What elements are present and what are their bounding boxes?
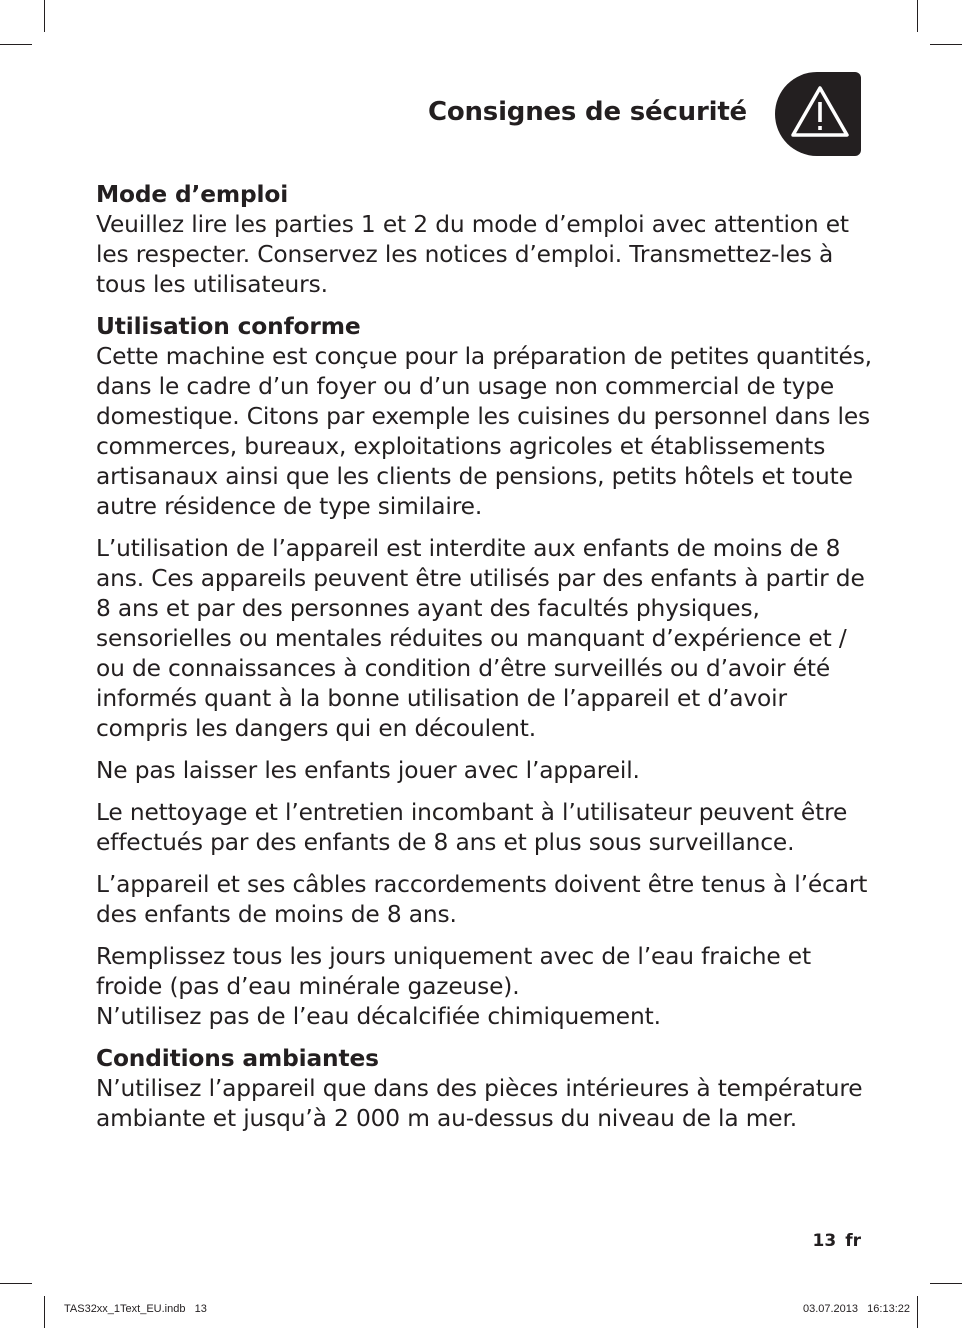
crop-mark-top-right xyxy=(917,0,918,32)
crop-mark-bottom-right xyxy=(930,1283,962,1284)
section-conditions xyxy=(96,1044,872,1134)
water-warning: N’utilisez pas de l’eau décalcifiée chimiquement. xyxy=(96,1003,661,1030)
crop-mark-bottom-left xyxy=(0,1283,32,1284)
crop-mark-top-right xyxy=(930,44,962,45)
paragraph-cleaning: Le nettoyage et l’entretien incombant à l’utilisateur peuvent être effectués par des enfants de 8 ans et plus sous surveillance. xyxy=(96,799,848,856)
file-slug: TAS32xx_1Text_EU.indb 13 xyxy=(64,1303,207,1315)
section-text: N’utilisez l’appareil que dans des pièces intérieures à température ambiante et jusqu’à 2 000 m au-dessus du niveau de la mer. xyxy=(96,1075,863,1132)
page-number xyxy=(813,1231,861,1251)
crop-mark-top-left xyxy=(0,44,32,45)
paragraph-children-usage: L’utilisation de l’appareil est interdite aux enfants de moins de 8 ans. Ces appareils peuvent être utilisés par des enfants à partir de 8 ans et par des personnes ayant des facultés physiques, sensorielles ou mentales réduites ou manquant d’expérience et / ou de connaissances à condition d’être surveillés ou d’avoir été informés quant à la bonne utilisation de l’appareil et d’avoir compris les dangers qui en découlent. xyxy=(96,535,865,742)
safety-instructions xyxy=(96,180,872,1146)
section-text: Cette machine est conçue pour la préparation de petites quantités, dans le cadre d’un foyer ou d’un usage non commercial de type domestique. Citons par exemple les cuisines du personnel dans les commerces, bureaux, exploitations agricoles et établissements artisanaux ainsi que les clients de pensions, petits hôtels et toute autre résidence de type similaire. xyxy=(96,343,872,520)
warning-tab xyxy=(775,72,861,156)
paragraph-cables: L’appareil et ses câbles raccordements doivent être tenus à l’écart des enfants de moins de 8 ans. xyxy=(96,871,868,928)
section-heading: Mode d’emploi xyxy=(96,181,289,208)
date-stamp: 03.07.2013 16:13:22 xyxy=(802,1303,910,1315)
section-utilisation xyxy=(96,312,872,522)
section-mode-emploi xyxy=(96,180,872,300)
section-water xyxy=(96,942,872,1032)
section-heading: Conditions ambiantes xyxy=(96,1045,379,1072)
section-heading: Utilisation conforme xyxy=(96,313,361,340)
crop-mark-top-left xyxy=(44,0,45,32)
water-instruction: Remplissez tous les jours uniquement avec de l’eau fraiche et froide (pas d’eau minérale gazeuse). xyxy=(96,943,811,1000)
paragraph-children-play: Ne pas laisser les enfants jouer avec l’appareil. xyxy=(96,757,640,784)
warning-triangle-icon xyxy=(789,84,851,140)
page-title: Consignes de sécurité xyxy=(427,97,747,127)
page-number-value: 13 xyxy=(812,1231,837,1251)
crop-mark-bottom-left xyxy=(44,1296,45,1328)
section-text: Veuillez lire les parties 1 et 2 du mode d’emploi avec attention et les respecter. Conservez les notices d’emploi. Transmettez-les à tous les utilisateurs. xyxy=(96,211,849,298)
language-code: fr xyxy=(845,1231,861,1251)
crop-mark-bottom-right xyxy=(917,1296,918,1328)
